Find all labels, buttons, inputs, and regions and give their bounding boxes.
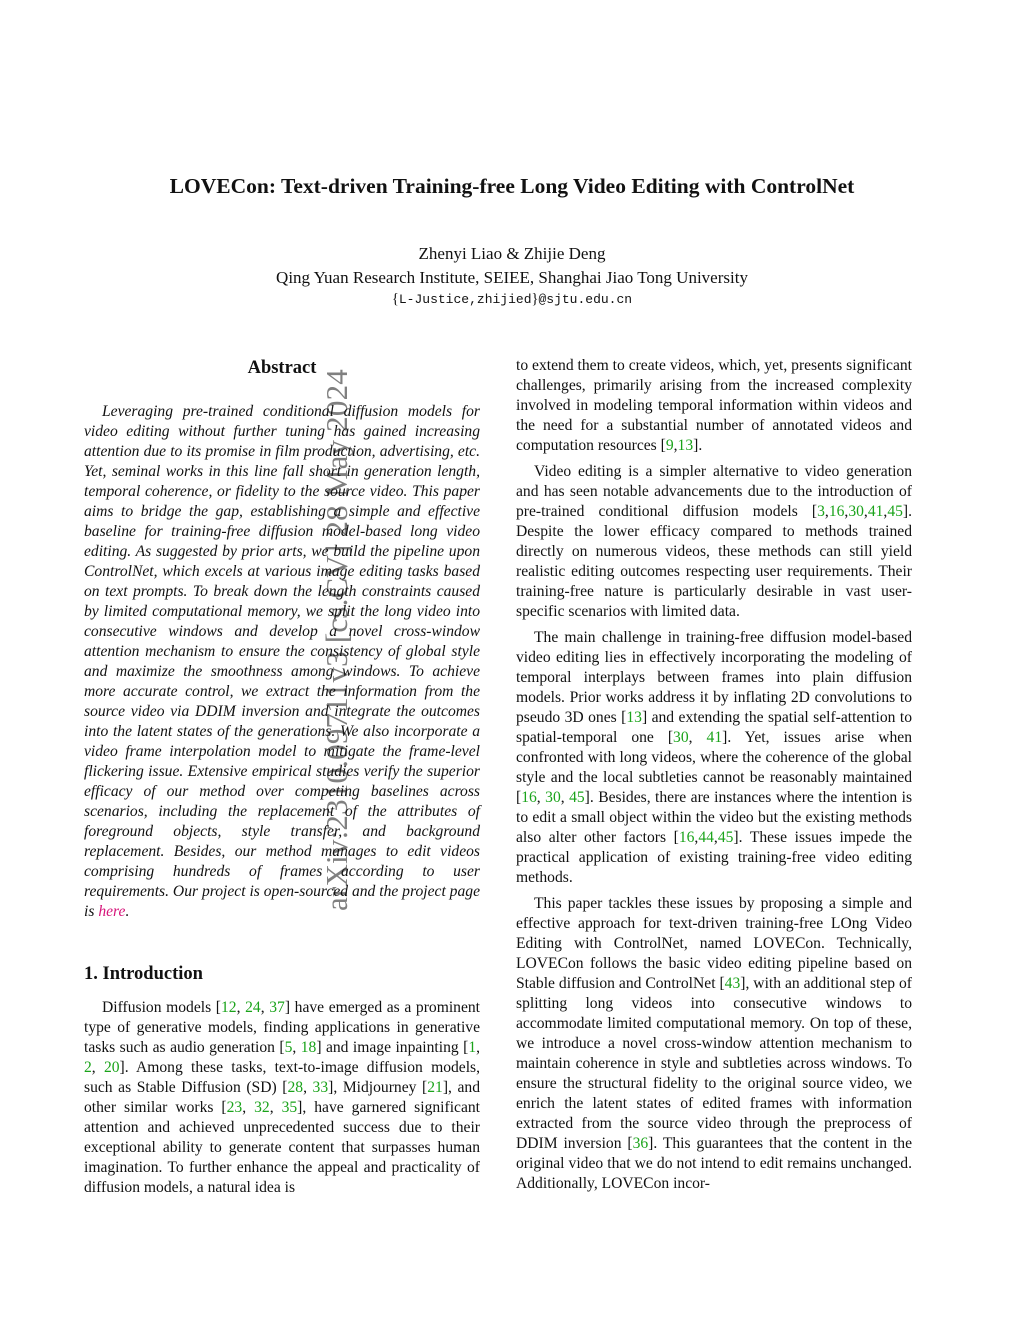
paragraph-text: to extend them to create videos, which, yet, presents significant challenges, primarily arising from the increased complexity involved in modeling temporal information within videos and the need for a substantial number of annotated videos and computation resources [	[516, 357, 912, 454]
citation-link[interactable]: 30	[673, 729, 689, 746]
paragraph-text: ,	[673, 437, 678, 454]
citation-link[interactable]: 41	[706, 729, 723, 746]
paragraph-text: ,	[688, 729, 707, 746]
email-domain: @sjtu.edu.cn	[538, 292, 633, 307]
right-column	[516, 356, 912, 1200]
citation-link[interactable]: 44	[698, 829, 714, 846]
citation-link[interactable]: 33	[312, 1079, 329, 1096]
paragraph-text: ]. Despite the lower efficacy compared to methods trained directly on numerous videos, these methods can still yield realistic editing outcomes respecting user requirements. Their training-free nature is particularly desirable in vast user-specific scenarios with limited data.	[516, 503, 912, 620]
citation-link[interactable]: 16	[678, 829, 695, 846]
paragraph-text: ], and other similar works [	[84, 1079, 480, 1116]
paragraph-text: ,	[292, 1039, 301, 1056]
section-heading-introduction: 1. Introduction	[84, 964, 203, 984]
author-block	[0, 242, 1024, 290]
citation-link[interactable]: 45	[569, 789, 585, 806]
paragraph	[516, 462, 912, 622]
paragraph-text: ]. Besides, there are instances where the intention is to edit a small object within the video but the existing methods also alter other factors [	[516, 789, 913, 846]
citation-link[interactable]: 30	[545, 789, 561, 806]
paragraph-text: ].	[693, 437, 703, 454]
paper-title: LOVECon: Text-driven Training-free Long Video Editing with ControlNet	[169, 174, 855, 198]
paragraph-text: ,	[260, 999, 270, 1016]
paragraph	[516, 628, 912, 888]
citation-link[interactable]: 9	[665, 437, 674, 454]
paragraph-text: ], have garnered significant attention and achieved unprecedented success due to their exceptional ability to generate content that surpasses human imagination. To further enhance the appeal and practicality of diffusion models, a natural idea is	[84, 1099, 481, 1196]
paragraph-text: ,	[694, 829, 699, 846]
citation-link[interactable]: 37	[269, 999, 285, 1016]
paragraph-text: ] have emerged as a prominent type of generative models, finding applications in generative tasks such as audio generation [	[84, 999, 480, 1056]
abstract-heading: Abstract	[247, 358, 317, 378]
paragraph-text: ,	[863, 503, 868, 520]
paragraph-text: ]. This guarantees that the content in the original video that we do not intend to edit remains unchanged. Additionally, LOVECon incor-	[516, 1135, 912, 1192]
citation-link[interactable]: 1	[468, 1039, 477, 1056]
paragraph-text: ,	[713, 829, 718, 846]
abstract-end: .	[125, 903, 130, 920]
abstract-text	[84, 402, 480, 922]
paragraph-text: ], Midjourney [	[328, 1079, 428, 1096]
citation-link[interactable]: 28	[287, 1079, 304, 1096]
paragraph-text: ,	[824, 503, 829, 520]
paragraph-text: ]. Yet, issues arise when confronted with long videos, where the coherence of the global style and the local subtleties cannot be reasonably maintained [	[516, 729, 912, 806]
paragraph-text: Video editing is a simpler alternative to video generation and has seen notable advancements due to the introduction of pre-trained conditional diffusion models [	[516, 463, 912, 520]
citation-link[interactable]: 20	[103, 1059, 120, 1076]
citation-link[interactable]: 16	[521, 789, 537, 806]
paragraph-text: ,	[536, 789, 546, 806]
paragraph-text: ,	[242, 1099, 255, 1116]
left-column	[84, 356, 480, 1204]
paragraph-text: ,	[476, 1039, 481, 1056]
email-brace-close: }	[531, 291, 539, 307]
citation-link[interactable]: 30	[848, 503, 864, 520]
citation-link[interactable]: 45	[717, 829, 734, 846]
citation-link[interactable]: 21	[427, 1079, 443, 1096]
paragraph-text: ], with an additional step of splitting long videos into consecutive windows to accommodate limited computational memory. On top of these, we introduce a novel cross-window attention mechanism to maintain coherence in style and subtleties across windows. To ensure the structural fidelity to the original source video, we enrich the latent states of edited frames with information extracted from the source video through the preprocess of DDIM inversion [	[516, 975, 913, 1152]
paragraph	[516, 356, 912, 456]
paragraph-text: Diffusion models [	[102, 999, 221, 1016]
paragraph-text: ] and image inpainting [	[316, 1039, 469, 1056]
citation-link[interactable]: 43	[724, 975, 741, 992]
citation-link[interactable]: 32	[254, 1099, 270, 1116]
citation-link[interactable]: 36	[632, 1135, 649, 1152]
paragraph-text: ,	[269, 1099, 282, 1116]
paragraph-text: ,	[560, 789, 570, 806]
affiliation: Qing Yuan Research Institute, SEIEE, Shanghai Jiao Tong University	[276, 268, 748, 287]
paragraph-text: ]. These issues impede the practical application of existing training-free video editing methods.	[516, 829, 913, 886]
paragraph-text: ,	[91, 1059, 104, 1076]
paragraph-text: ,	[236, 999, 246, 1016]
paragraph-text: ]. Among these tasks, text-to-image diffusion models, such as Stable Diffusion (SD) [	[84, 1059, 481, 1096]
citation-link[interactable]: 24	[245, 999, 261, 1016]
paragraph-text: The main challenge in training-free diffusion model-based video editing lies in effectively incorporating the modeling of temporal interplays between frames into plain diffusion models. Prior works address it by inflating 2D convolutions to pseudo 3D ones [	[516, 629, 912, 726]
citation-link[interactable]: 35	[281, 1099, 298, 1116]
citation-link[interactable]: 2	[84, 1059, 92, 1076]
paragraph-text: ,	[303, 1079, 313, 1096]
paragraph-text: This paper tackles these issues by proposing a simple and effective approach for text-driven training-free LOng Video Editing with ControlNet, named LOVECon. Technically, LOVECon follows the basic video editing pipeline based on Stable diffusion and ControlNet [	[516, 895, 912, 992]
citation-link[interactable]: 13	[626, 709, 642, 726]
email	[0, 291, 1024, 308]
citation-link[interactable]: 23	[226, 1099, 243, 1116]
email-brace-open: {	[391, 291, 399, 307]
citation-link[interactable]: 45	[887, 503, 903, 520]
paragraph-text: ] and extending the spatial self-attention to spatial-temporal one [	[516, 709, 912, 746]
arxiv-stamp: arXiv:2310.09711v3 [cs.CV] 28 May 2024	[319, 369, 354, 912]
paragraph-text: ,	[883, 503, 888, 520]
citation-link[interactable]: 5	[284, 1039, 293, 1056]
paragraph	[84, 998, 480, 1198]
citation-link[interactable]: 12	[220, 999, 237, 1016]
authors: Zhenyi Liao & Zhijie Deng	[418, 244, 606, 263]
abstract-body: Leveraging pre-trained conditional diffusion models for video editing without further tuning has gained increasing attention due to its promise in film production, advertising, etc. Yet, seminal works in this line fall short in generation length, temporal coherence, or fidelity to the source video. This paper aims to bridge the gap, establishing a simple and effective baseline for training-free diffusion model-based long video editing. As suggested by prior arts, we build the pipeline upon ControlNet, which excels at various image editing tasks based on text prompts. To break down the length constraints caused by limited computational memory, we split the long video into consecutive windows and develop a novel cross-window attention mechanism to ensure the consistency of global style and maximize the smoothness among windows. To achieve more accurate control, we extract the information from the source video via DDIM inversion and integrate the outcomes into the latent states of the generations. We also incorporate a video frame interpolation model to mitigate the frame-level flickering issue. Extensive empirical studies verify the superior efficacy of our method over competing baselines across scenarios, including the replacement of the attributes of foreground objects, style transfer, and background replacement. Besides, our method manages to edit videos comprising hundreds of frames according to user requirements. Our project is open-sourced and the project page is	[84, 403, 480, 920]
citation-link[interactable]: 16	[828, 503, 845, 520]
email-users: L-Justice,zhijied	[398, 292, 532, 307]
citation-link[interactable]: 18	[300, 1039, 317, 1056]
paragraph	[516, 894, 912, 1194]
paragraph-text: ,	[844, 503, 849, 520]
citation-link[interactable]: 13	[677, 437, 694, 454]
citation-link[interactable]: 3	[817, 503, 825, 520]
citation-link[interactable]: 41	[867, 503, 884, 520]
project-page-link[interactable]: here	[98, 903, 126, 920]
